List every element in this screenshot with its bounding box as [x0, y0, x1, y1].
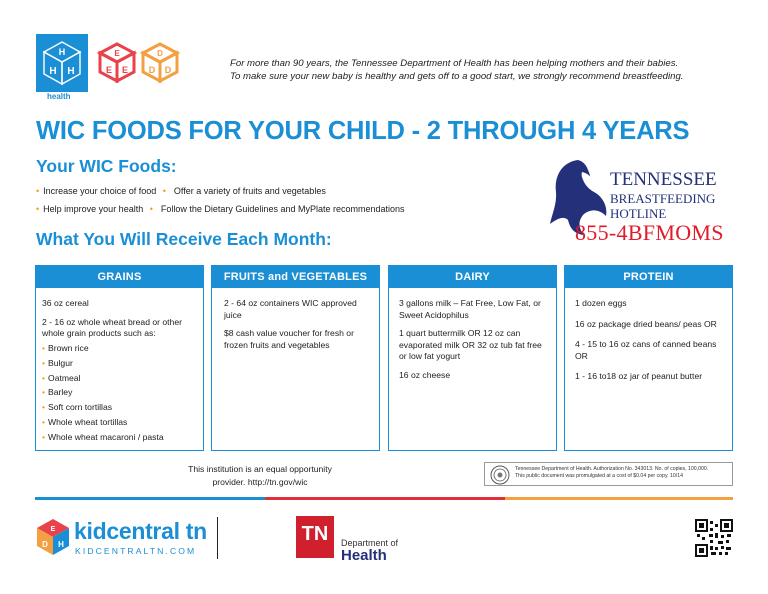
list-item: • Bulgur: [42, 357, 73, 368]
grains-column: [35, 265, 204, 451]
kidcentral-logo-text: kidcentral tn: [74, 518, 207, 544]
hotline-line-1: TENNESSEE: [610, 169, 717, 190]
authorization-line-1: Tennessee Department of Health. Authorization No. 343013. No. of copies, 100,000.: [515, 466, 709, 472]
tn-logo: [296, 516, 334, 558]
hotline-line-3: HOTLINE: [610, 206, 667, 221]
department-label: Department of: [341, 538, 399, 548]
kidcentral-url: KIDCENTRALTN.COM: [75, 546, 197, 556]
protein-column: [564, 265, 733, 451]
food-item: 1 quart buttermilk OR 12 oz can evaporated milk OR 32 oz tub fat free or low fat yogurt: [399, 328, 542, 362]
food-item: 3 gallons milk – Fat Free, Low Fat, or Sweet Acidophilus: [399, 298, 541, 320]
cube-letter-left: E: [105, 65, 113, 75]
development-cube-logo: [140, 41, 180, 83]
cube-letter-top: H: [58, 47, 66, 57]
list-item: • Soft corn tortillas: [42, 402, 113, 413]
kidcentral-cube-icon: [35, 517, 71, 557]
grains-list: [42, 343, 197, 444]
your-foods-row-2: [36, 204, 405, 214]
benefit-item: Increase your choice of food: [43, 186, 157, 196]
health-label: Health: [341, 547, 387, 564]
intro-line-2: To make sure your new baby is healthy and gets off to a good start, we strongly recommend breastfeeding.: [230, 71, 684, 82]
cube-letter-left: D: [148, 65, 156, 75]
food-item: 4 - 15 to 16 oz cans of canned beans OR: [575, 339, 717, 361]
bullet-icon: •: [42, 357, 46, 368]
cube-letter-right: D: [164, 65, 172, 75]
list-item: • Brown rice: [42, 342, 89, 353]
cube-letter-right: H: [67, 66, 75, 77]
fruits-vegetables-column: [211, 265, 380, 451]
health-cube-logo: [36, 34, 88, 92]
bullet-icon: •: [42, 387, 46, 398]
list-item: • Whole wheat tortillas: [42, 417, 128, 428]
cube-letter-right: H: [58, 540, 64, 549]
cube-letter-top: E: [114, 49, 120, 58]
bullet-icon: •: [36, 204, 40, 214]
list-item: • Barley: [42, 387, 73, 398]
bullet-icon: •: [42, 417, 46, 428]
food-item: 1 - 16 to18 oz jar of peanut butter: [575, 371, 703, 382]
benefit-item: Offer a variety of fruits and vegetables: [173, 186, 326, 196]
bullet-icon: •: [42, 372, 46, 383]
bullet-icon: •: [42, 432, 46, 443]
divider-stripe-blue: [35, 497, 265, 500]
list-item: • Whole wheat macaroni / pasta: [42, 432, 164, 443]
bullet-icon: •: [162, 186, 166, 196]
dairy-column: [388, 265, 557, 451]
column-header: DAIRY: [389, 266, 556, 288]
food-item: 16 oz package dried beans/ peas OR: [575, 318, 717, 329]
logo-health-label: health: [47, 92, 71, 101]
divider-stripe-red: [265, 497, 505, 500]
equal-opportunity-statement: [165, 463, 355, 488]
education-cube-logo: [97, 41, 137, 83]
column-header: FRUITS and VEGETABLES: [212, 266, 379, 288]
qr-code-icon[interactable]: [695, 519, 733, 557]
bullet-icon: •: [42, 402, 46, 413]
footer-divider: [217, 517, 218, 559]
authorization-box: [484, 462, 733, 486]
cube-letter-left: D: [42, 540, 48, 549]
divider-stripe-orange: [505, 497, 733, 500]
column-header: PROTEIN: [565, 266, 732, 288]
equal-opportunity-line-1: This institution is an equal opportunity: [188, 464, 332, 474]
intro-line-1: For more than 90 years, the Tennessee Department of Health has been helping mothers and their babies.: [230, 58, 679, 69]
food-item: $8 cash value voucher for fresh or frozen fruits and vegetables: [224, 328, 354, 350]
food-item: 16 oz cheese: [399, 369, 451, 380]
hotline-number: 855-4BFMOMS: [575, 220, 724, 245]
food-item: 1 dozen eggs: [575, 298, 627, 308]
authorization-line-2: This public document was promulgated at a cost of $0.04 per copy. 10/14: [515, 473, 684, 479]
bullet-icon: •: [149, 204, 153, 214]
benefit-item: Help improve your health: [43, 204, 144, 214]
bullet-icon: •: [42, 342, 46, 353]
page-title: WIC FOODS FOR YOUR CHILD - 2 THROUGH 4 YEARS: [36, 117, 690, 145]
cube-letter-left: H: [49, 66, 57, 77]
intro-text: [230, 57, 750, 83]
your-foods-row-1: [36, 186, 326, 196]
cube-letter-top: D: [157, 49, 163, 58]
tn-logo-letters: TN: [301, 523, 329, 545]
list-item: • Oatmeal: [42, 372, 81, 383]
bullet-icon: •: [36, 186, 40, 196]
state-seal-icon: [490, 465, 510, 485]
equal-opportunity-line-2: provider. http://tn.gov/wic: [212, 476, 308, 487]
food-item: 2 - 64 oz containers WIC approved juice: [224, 298, 357, 320]
benefit-item: Follow the Dietary Guidelines and MyPlate recommendations: [160, 204, 405, 214]
monthly-heading: What You Will Receive Each Month:: [36, 229, 332, 249]
cube-letter-right: E: [121, 65, 129, 75]
column-header: GRAINS: [36, 266, 203, 288]
food-item: 36 oz cereal: [42, 298, 89, 308]
food-item: 2 - 16 oz whole wheat bread or other whole grain products such as:: [42, 316, 182, 339]
hotline-line-2: BREASTFEEDING: [610, 191, 716, 206]
cube-letter-top: E: [50, 526, 56, 533]
your-foods-heading: Your WIC Foods:: [36, 156, 177, 176]
